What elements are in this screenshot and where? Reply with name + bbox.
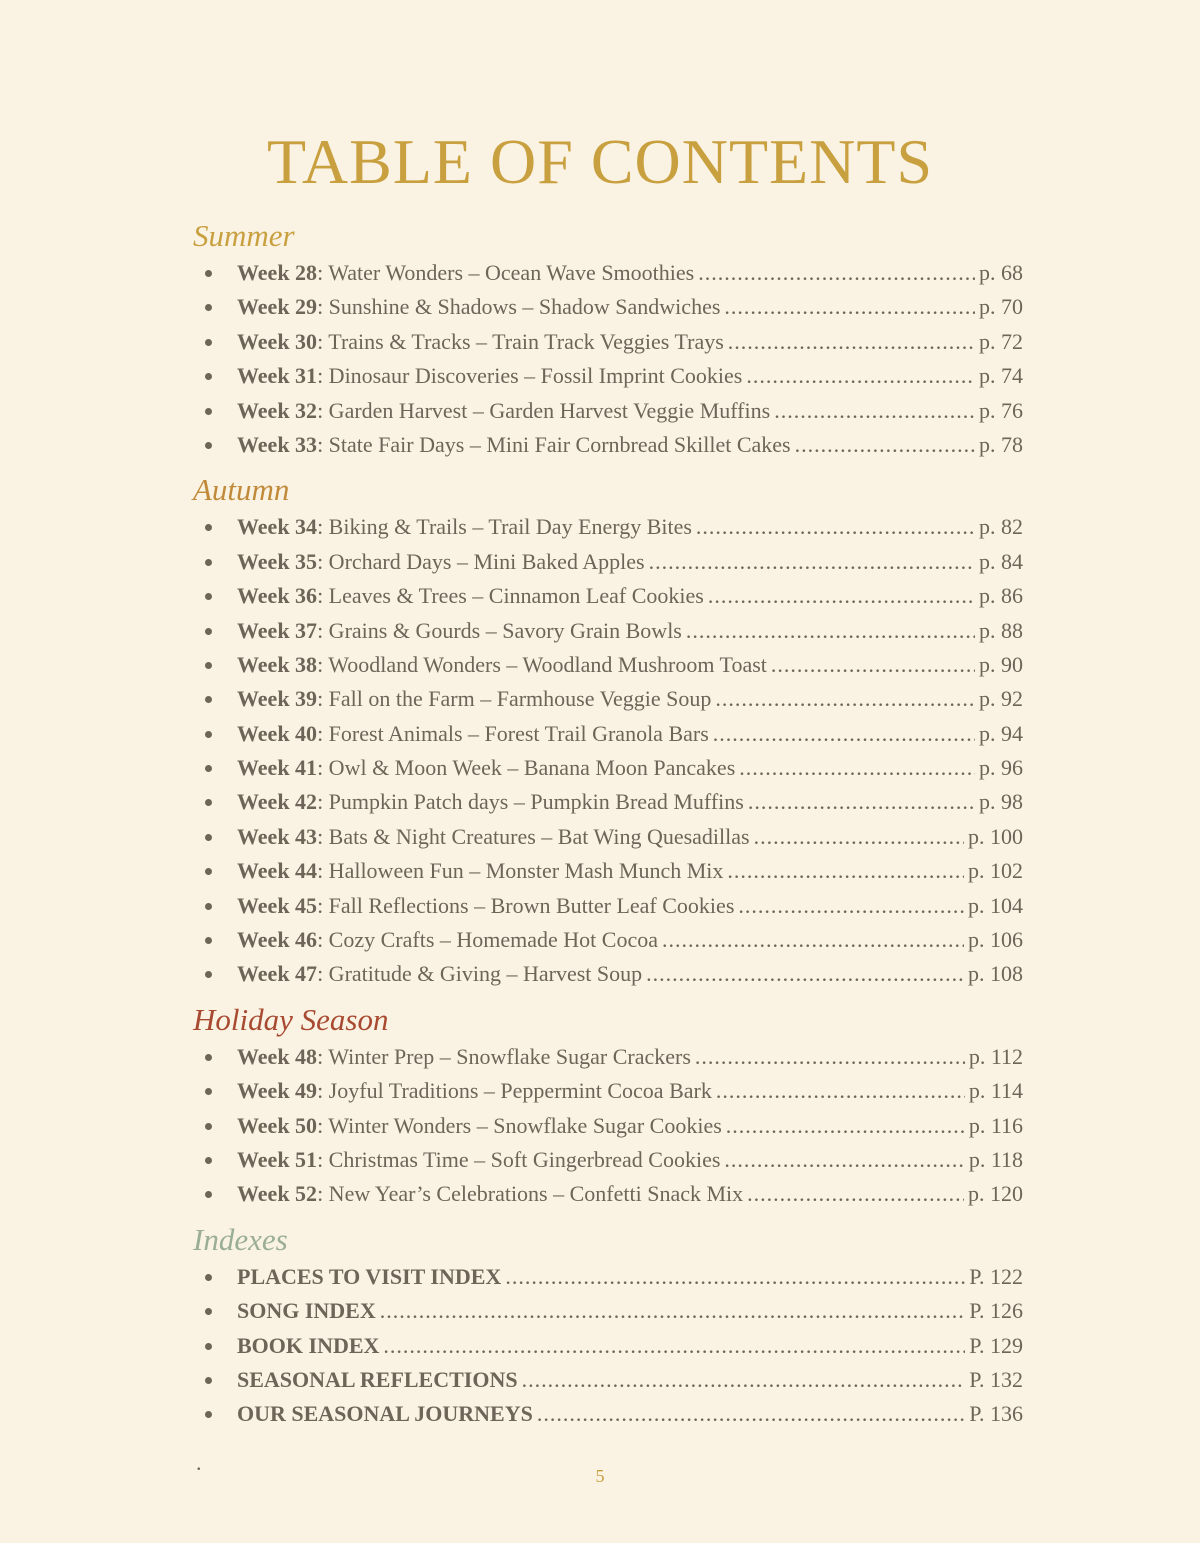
entry-page: P. 132 [969,1366,1023,1392]
entry-title: : Fall Reflections – Brown Butter Leaf Cookies [317,892,735,918]
dot-leader [383,1329,965,1363]
entry-page: p. 70 [979,294,1023,320]
toc-entry[interactable] [193,359,1023,393]
entry-week: Week 46 [237,927,318,953]
entry-page: P. 122 [969,1263,1023,1289]
index-title: SEASONAL REFLECTIONS [237,1366,518,1392]
toc-entry[interactable] [193,545,1023,579]
entry-title: : Garden Harvest – Garden Harvest Veggie Muffins [317,397,771,423]
toc-entry[interactable] [193,1109,1023,1143]
summer-list [193,256,1023,462]
entry-page: p. 88 [979,617,1023,643]
entry-title: : Orchard Days – Mini Baked Apples [317,548,645,574]
entry-title: : Forest Animals – Forest Trail Granola Bars [317,720,709,746]
toc-entry[interactable] [193,682,1023,716]
toc-entry[interactable] [193,1177,1023,1211]
entry-page: p. 78 [979,431,1023,457]
entry-title: : Dinosaur Discoveries – Fossil Imprint Cookies [317,363,743,389]
entry-week: Week 38 [237,651,318,677]
dot-leader [739,751,975,785]
entry-page: p. 90 [979,651,1023,677]
entry-page: P. 126 [969,1298,1023,1324]
dot-leader [746,359,975,393]
entry-page: p. 120 [968,1181,1023,1207]
dot-leader [380,1294,965,1328]
entry-page: p. 86 [979,583,1023,609]
toc-entry[interactable] [193,820,1023,854]
entry-page: p. 84 [979,548,1023,574]
entry-week: Week 35 [237,548,318,574]
entry-page: p. 102 [968,858,1023,884]
entry-page: p. 94 [979,720,1023,746]
entry-page: p. 72 [979,328,1023,354]
dot-leader [646,957,964,991]
index-entry[interactable] [193,1294,1023,1328]
dot-leader [522,1363,966,1397]
index-entry[interactable] [193,1397,1023,1431]
holiday-list [193,1040,1023,1212]
toc-entry[interactable] [193,510,1023,544]
entry-page: p. 118 [968,1146,1023,1172]
entry-week: Week 44 [237,858,318,884]
dot-leader [696,510,975,544]
entry-title: : Joyful Traditions – Peppermint Cocoa Bark [317,1078,712,1104]
entry-page: p. 96 [979,755,1023,781]
entry-page: p. 100 [968,823,1023,849]
dot-leader [726,1109,965,1143]
dot-leader [738,889,964,923]
entry-week: Week 40 [237,720,318,746]
entry-title: : Pumpkin Patch days – Pumpkin Bread Muffins [317,789,744,815]
entry-title: : Woodland Wonders – Woodland Mushroom Toast [317,651,767,677]
dot-leader [754,820,964,854]
dot-leader [713,717,975,751]
entry-week: Week 33 [237,431,318,457]
entry-page: p. 106 [968,927,1023,953]
dot-leader [649,545,975,579]
entry-title: : Gratitude & Giving – Harvest Soup [317,961,643,987]
toc-entry[interactable] [193,889,1023,923]
entry-title: : State Fair Days – Mini Fair Cornbread Skillet Cakes [317,431,791,457]
index-title: SONG INDEX [237,1298,376,1324]
entry-week: Week 29 [237,294,318,320]
index-title: BOOK INDEX [237,1332,380,1358]
dot-leader [774,394,975,428]
entry-week: Week 41 [237,755,318,781]
toc-entry[interactable] [193,394,1023,428]
dot-leader [686,614,975,648]
entry-week: Week 36 [237,583,318,609]
entry-page: p. 92 [979,686,1023,712]
section-heading-indexes: Indexes [193,1221,288,1257]
entry-week: Week 49 [237,1078,318,1104]
toc-entry[interactable] [193,717,1023,751]
entry-page: p. 116 [968,1112,1023,1138]
dot-leader [728,325,975,359]
entry-page: p. 74 [979,363,1023,389]
indexes-list [193,1260,1023,1432]
dot-leader [505,1260,965,1294]
entry-week: Week 32 [237,397,318,423]
stray-mark: . [196,1450,202,1475]
toc-entry[interactable] [193,957,1023,991]
index-entry[interactable] [193,1260,1023,1294]
table-of-contents [193,216,1023,1432]
index-title: OUR SEASONAL JOURNEYS [237,1401,533,1427]
toc-entry[interactable] [193,290,1023,324]
section-heading-holiday-season: Holiday Season [193,1001,389,1037]
dot-leader [795,428,975,462]
toc-entry[interactable] [193,428,1023,462]
entry-week: Week 30 [237,328,318,354]
entry-week: Week 52 [237,1181,318,1207]
toc-entry[interactable] [193,648,1023,682]
dot-leader [747,1177,964,1211]
entry-page: p. 104 [968,892,1023,918]
toc-entry[interactable] [193,751,1023,785]
section-heading-autumn: Autumn [193,472,290,508]
toc-entry[interactable] [193,854,1023,888]
dot-leader [716,1074,965,1108]
entry-page: p. 108 [968,961,1023,987]
entry-title: : Biking & Trails – Trail Day Energy Bites [317,514,692,540]
entry-week: Week 50 [237,1112,318,1138]
toc-entry[interactable] [193,1143,1023,1177]
toc-entry[interactable] [193,325,1023,359]
dot-leader [771,648,975,682]
entry-title: : Bats & Night Creatures – Bat Wing Quesadillas [317,823,750,849]
dot-leader [695,1040,965,1074]
index-entry[interactable] [193,1329,1023,1363]
entry-title: : Leaves & Trees – Cinnamon Leaf Cookies [317,583,704,609]
dot-leader [715,682,975,716]
entry-page: P. 129 [969,1332,1023,1358]
dot-leader [708,579,975,613]
entry-week: Week 43 [237,823,318,849]
index-entry[interactable] [193,1363,1023,1397]
entry-title: : Christmas Time – Soft Gingerbread Cookies [317,1146,721,1172]
toc-entry[interactable] [193,1074,1023,1108]
dot-leader [698,256,975,290]
entry-page: P. 136 [969,1401,1023,1427]
toc-entry[interactable] [193,579,1023,613]
entry-title: : Trains & Tracks – Train Track Veggies Trays [317,328,724,354]
entry-week: Week 47 [237,961,318,987]
autumn-list [193,510,1023,991]
entry-week: Week 34 [237,514,318,540]
entry-week: Week 28 [237,260,318,285]
toc-entry[interactable] [193,923,1023,957]
entry-title: : Cozy Crafts – Homemade Hot Cocoa [317,927,658,953]
entry-week: Week 31 [237,363,318,389]
entry-week: Week 37 [237,617,318,643]
toc-entry[interactable] [193,785,1023,819]
dot-leader [724,1143,964,1177]
toc-entry[interactable] [193,256,1023,290]
entry-title: : Winter Wonders – Snowflake Sugar Cookies [317,1112,722,1138]
entry-title: : Owl & Moon Week – Banana Moon Pancakes [317,755,736,781]
toc-entry[interactable] [193,1040,1023,1074]
entry-page: p. 76 [979,397,1023,423]
dot-leader [748,785,975,819]
entry-page: p. 114 [968,1078,1023,1104]
entry-title: : Halloween Fun – Monster Mash Munch Mix [317,858,724,884]
entry-week: Week 45 [237,892,318,918]
entry-page: p. 68 [979,260,1023,285]
dot-leader [724,290,975,324]
page-title: TABLE OF CONTENTS [266,125,934,197]
entry-page: p. 98 [979,789,1023,815]
entry-week: Week 51 [237,1146,318,1172]
section-heading-summer: Summer [193,218,295,253]
dot-leader [537,1397,965,1431]
entry-title: : New Year’s Celebrations – Confetti Snack Mix [317,1181,744,1207]
index-title: PLACES TO VISIT INDEX [237,1263,502,1289]
dot-leader [662,923,964,957]
entry-week: Week 48 [237,1043,318,1069]
page-number: 5 [595,1466,605,1486]
entry-title: : Grains & Gourds – Savory Grain Bowls [317,617,682,643]
toc-entry[interactable] [193,614,1023,648]
entry-title: : Sunshine & Shadows – Shadow Sandwiches [317,294,721,320]
entry-page: p. 82 [979,514,1023,540]
entry-week: Week 39 [237,686,318,712]
entry-title: : Water Wonders – Ocean Wave Smoothies [317,260,695,285]
dot-leader [727,854,964,888]
entry-title: : Winter Prep – Snowflake Sugar Crackers [317,1043,691,1069]
entry-week: Week 42 [237,789,318,815]
entry-title: : Fall on the Farm – Farmhouse Veggie Soup [317,686,712,712]
entry-page: p. 112 [968,1043,1023,1069]
